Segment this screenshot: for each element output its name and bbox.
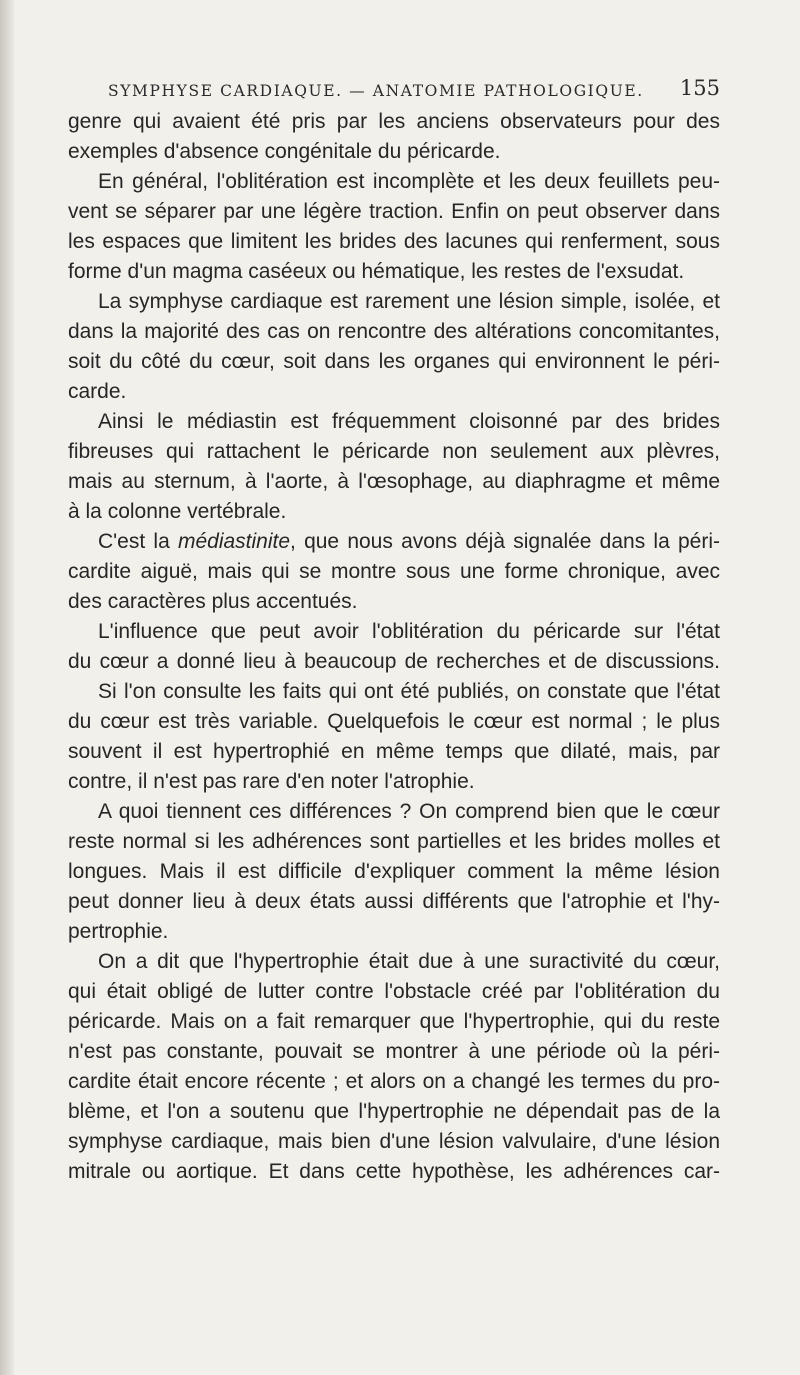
text-line: contre, il n'est pas rare d'en noter l'atrophie. xyxy=(68,770,475,793)
text-line: fibreuses qui rattachent le péricarde non seulement aux plèvres, xyxy=(68,440,720,463)
text-line: En général, l'oblitération est incomplète et les deux feuillets peu- xyxy=(98,170,720,193)
text-line-emphasis xyxy=(68,527,720,557)
text-line: n'est pas constante, pouvait se montrer à une période où la péri- xyxy=(68,1040,720,1063)
text-line: On a dit que l'hypertrophie était due à une suractivité du cœur, xyxy=(98,950,720,973)
text-line: symphyse cardiaque, mais bien d'une lésion valvulaire, d'une lésion xyxy=(68,1130,720,1153)
text-line: A quoi tiennent ces différences ? On comprend bien que le cœur xyxy=(98,800,720,823)
italic-term: médiastinite xyxy=(177,530,291,553)
text-line: du cœur est très variable. Quelquefois le cœur est normal ; le plus xyxy=(68,710,720,733)
text-line: exemples d'absence congénitale du péricarde. xyxy=(68,140,501,163)
text-line: souvent il est hypertrophié en même temps que dilaté, mais, par xyxy=(68,740,720,763)
running-title: SYMPHYSE CARDIAQUE. — ANATOMIE PATHOLOGIQUE. xyxy=(108,82,644,100)
text-line: reste normal si les adhérences sont partielles et les brides molles et xyxy=(68,830,720,853)
text-line: genre qui avaient été pris par les anciens observateurs pour des xyxy=(68,110,720,133)
page-number: 155 xyxy=(679,76,720,100)
page-gutter-shadow xyxy=(0,0,14,1375)
body-text xyxy=(68,107,720,1187)
text-line: vent se séparer par une légère traction. Enfin on peut observer dans xyxy=(68,200,720,223)
text-line: L'influence que peut avoir l'oblitération du péricarde sur l'état xyxy=(98,620,720,643)
text-line: pertrophie. xyxy=(68,920,169,943)
text-line: cardite était encore récente ; et alors on a changé les termes du pro- xyxy=(68,1070,720,1093)
text-line: à la colonne vertébrale. xyxy=(68,500,287,523)
text-line: soit du côté du cœur, soit dans les organes qui environnent le péri- xyxy=(68,350,720,373)
text-line: cardite aiguë, mais qui se montre sous une forme chronique, avec xyxy=(68,560,720,583)
text-line: dans la majorité des cas on rencontre des altérations concomitantes, xyxy=(68,320,720,343)
text-run: , que nous avons déjà signalée dans la péri- xyxy=(290,530,721,553)
text-line: les espaces que limitent les brides des lacunes qui renferment, sous xyxy=(68,230,720,253)
text-line: du cœur a donné lieu à beaucoup de recherches et de discussions. xyxy=(68,650,720,673)
text-line: péricarde. Mais on a fait remarquer que l'hypertrophie, qui du reste xyxy=(68,1010,720,1033)
text-line: qui était obligé de lutter contre l'obstacle créé par l'oblitération du xyxy=(68,980,720,1003)
running-header xyxy=(108,76,720,108)
text-line: longues. Mais il est difficile d'expliquer comment la même lésion xyxy=(68,860,720,883)
text-line: mais au sternum, à l'aorte, à l'œsophage, au diaphragme et même xyxy=(68,470,720,493)
text-line: carde. xyxy=(68,380,127,403)
text-line: peut donner lieu à deux états aussi différents que l'atrophie et l'hy- xyxy=(68,890,720,913)
text-line: forme d'un magma caséeux ou hématique, les restes de l'exsudat. xyxy=(68,260,685,283)
text-run: C'est la xyxy=(98,530,178,553)
text-line: des caractères plus accentués. xyxy=(68,590,358,613)
text-line: mitrale ou aortique. Et dans cette hypothèse, les adhérences car- xyxy=(68,1160,720,1183)
text-line: blème, et l'on a soutenu que l'hypertrophie ne dépendait pas de la xyxy=(68,1100,720,1123)
text-line: La symphyse cardiaque est rarement une lésion simple, isolée, et xyxy=(98,290,720,313)
text-line: Si l'on consulte les faits qui ont été publiés, on constate que l'état xyxy=(98,680,720,703)
text-line: Ainsi le médiastin est fréquemment cloisonné par des brides xyxy=(98,410,720,433)
